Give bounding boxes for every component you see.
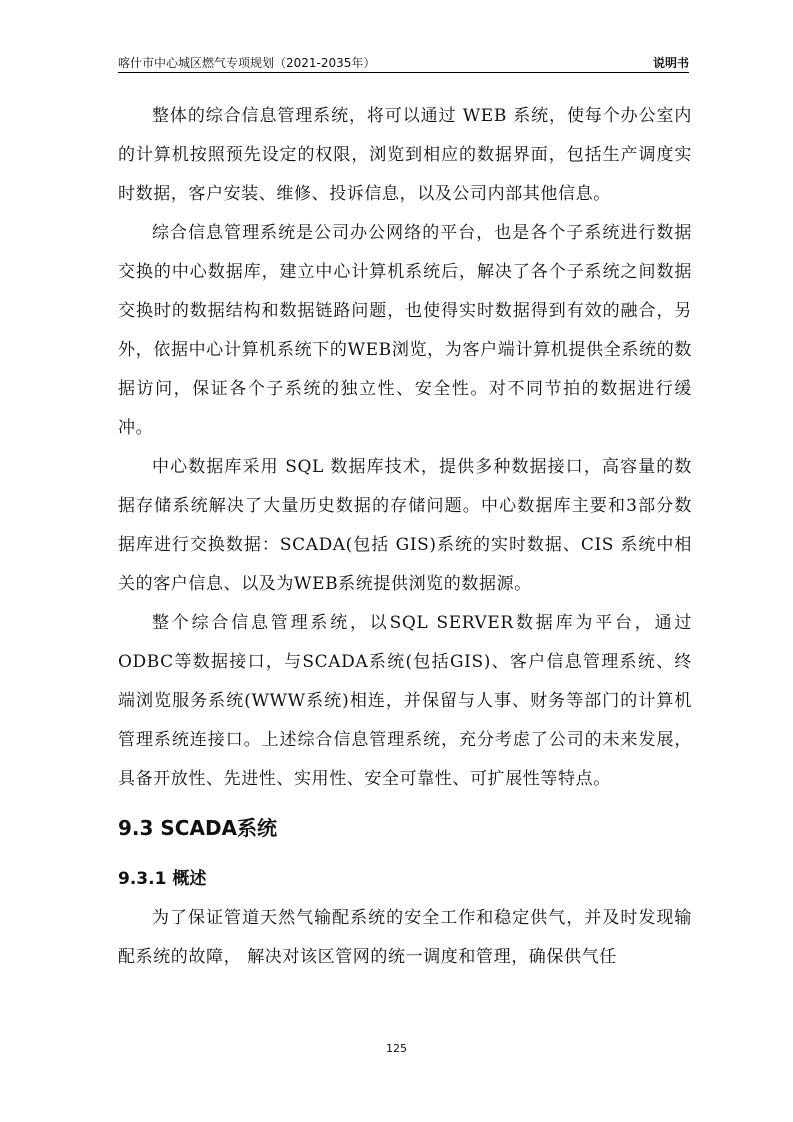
section-heading-scada: 9.3 SCADA系统 (118, 816, 278, 840)
paragraph-central-database: 综合信息管理系统是公司办公网络的平台，也是各个子系统进行数据交换的中心数据库，建立中心计算机系统后，解决了各个子系统之间数据交换时的数据结构和数据链路问题，也使得实时数据得到有效的融合，另外，依据中心计算机系统下的WEB浏览，为客户端计算机提供全系统的数据访问，保证各个子系统的独立性、安全性。对不同节拍的数据进行缓冲。 (118, 223, 692, 438)
header-document-title: 喀什市中心城区燃气专项规划（2021-2035年） (118, 56, 376, 70)
subsection-heading-overview: 9.3.1 概述 (118, 869, 207, 889)
page-number: 125 (386, 1042, 407, 1055)
paragraph-system-integration: 整个综合信息管理系统，以SQL SERVER数据库为平台，通过ODBC等数据接口，与SCADA系统(包括GIS)、客户信息管理系统、终端浏览服务系统(WWW系统)相连，并保留与人事、财务等部门的计算机管理系统连接口。上述综合信息管理系统，充分考虑了公司的未来发展，具备开放性、先进性、实用性、安全可靠性、可扩展性等特点。 (118, 613, 692, 789)
paragraph-sql-database: 中心数据库采用 SQL 数据库技术，提供多种数据接口，高容量的数据存储系统解决了大量历史数据的存储问题。中心数据库主要和3部分数据库进行交换数据：SCADA(包括 GIS)系统的实时数据、CIS 系统中相关的客户信息、以及为WEB系统提供浏览的数据源。 (118, 457, 692, 594)
paragraph-web-access: 整体的综合信息管理系统，将可以通过 WEB 系统，使每个办公室内的计算机按照预先设定的权限，浏览到相应的数据界面，包括生产调度实时数据，客户安装、维修、投诉信息，以及公司内部其他信息。 (118, 106, 692, 204)
page-body (118, 97, 692, 977)
header-document-type: 说明书 (652, 56, 689, 70)
page-header (118, 50, 689, 73)
paragraph-scada-overview: 为了保证管道天然气输配系统的安全工作和稳定供气，并及时发现输配系统的故障， 解决对该区管网的统一调度和管理，确保供气任 (118, 908, 692, 967)
